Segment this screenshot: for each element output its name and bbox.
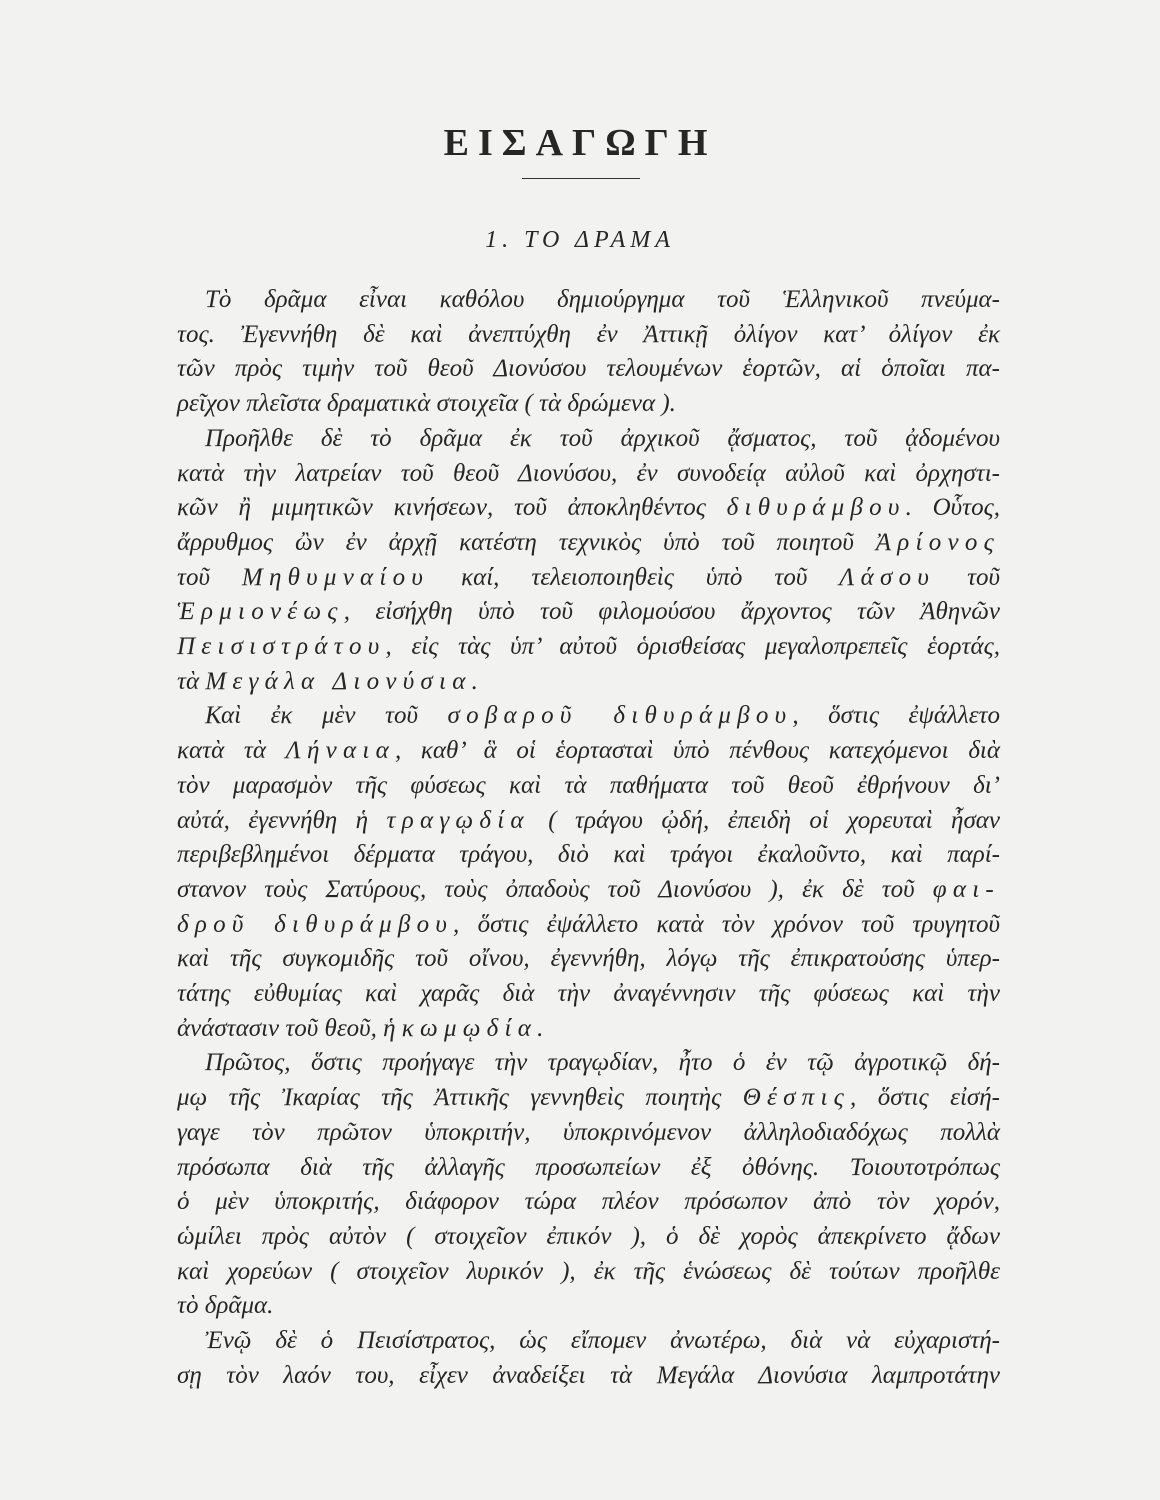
text-line	[177, 942, 1000, 977]
spaced-word: Μεγάλα Διονύσια	[205, 667, 472, 695]
text-run: πρόσωπα διὰ τῆς ἀλλαγῆς προσωπείων ἐξ ὀθόνης. Τοιουτοτρόπως	[177, 1153, 1000, 1181]
chapter-title: ΕΙΣΑΓΩΓΗ	[443, 122, 717, 164]
text-line	[177, 734, 1000, 769]
spaced-word: σοβαροῦ διθυράμβου	[447, 702, 793, 730]
spaced-word: Θέσπις	[742, 1084, 851, 1112]
text-run: τὸν μαρασμὸν τῆς φύσεως καὶ τὰ παθήματα τοῦ θεοῦ ἐθρήνουν δι’	[177, 771, 1000, 799]
text-run: τὰ	[177, 667, 206, 695]
text-run: καί, τελειοποιηθεὶς ὑπὸ τοῦ	[429, 563, 840, 591]
text-run: περιβεβλημένοι δέρματα τράγου, διὸ καὶ τράγοι ἐκαλοῦντο, καὶ παρί-	[177, 841, 1000, 869]
text-line	[177, 838, 1000, 873]
text-line	[177, 1081, 1000, 1116]
text-run: τοῦ	[935, 563, 1000, 591]
text-run: , ὅστις ἐψάλλετο	[792, 702, 1000, 730]
title-rule	[522, 178, 640, 179]
text-run: τος. Ἐγεννήθη δὲ καὶ ἀνεπτύχθη ἐν Ἀττικῇ ὀλίγον κατ’ ὀλίγον ἐκ	[177, 320, 1000, 348]
text-run: , καθ’ ἃ οἱ ἑορτασταὶ ὑπὸ πένθους κατεχόμενοι διὰ	[394, 737, 1001, 765]
text-run: , ὅστις εἰσή-	[850, 1084, 1000, 1112]
text-line	[177, 1289, 1000, 1324]
spaced-word: τραγῳδία	[386, 806, 530, 834]
spaced-word: Μηθυμναίου	[241, 563, 430, 591]
text-run: ( τράγου ᾠδή, ἐπειδὴ οἱ χορευταὶ ἦσαν	[529, 806, 1000, 834]
text-line	[177, 526, 1000, 561]
spaced-word: Ἑρμιονέως	[177, 598, 344, 626]
section-heading: 1. ΤΟ ΔΡΑΜΑ	[485, 227, 675, 253]
text-run: τῶν πρὸς τιμὴν τοῦ θεοῦ Διονύσου τελουμένων ἑορτῶν, αἱ ὁποῖαι πα-	[177, 355, 1000, 383]
text-line	[177, 491, 1000, 526]
text-line	[177, 352, 1000, 387]
text-run: τοῦ	[177, 563, 242, 591]
spaced-word: Ἀρίονος	[875, 528, 1000, 556]
text-run: κατὰ τὴν λατρείαν τοῦ θεοῦ Διονύσου, ἐν συνοδείᾳ αὐλοῦ καὶ ὀρχηστι-	[177, 459, 1000, 487]
text-line	[177, 387, 1000, 422]
text-line	[177, 699, 1000, 734]
text-line	[177, 1220, 1000, 1255]
text-run: ἀνάστασιν τοῦ θεοῦ, ἡ	[177, 1014, 402, 1042]
text-line	[177, 769, 1000, 804]
text-line	[177, 1151, 1000, 1186]
text-run: καὶ τῆς συγκομιδῆς τοῦ οἴνου, ἐγεννήθη, λόγῳ τῆς ἐπικρατούσης ὑπερ-	[177, 945, 1000, 973]
spaced-word: Λήναια	[285, 737, 395, 765]
text-run: .	[537, 1014, 544, 1042]
text-run: στανον τοὺς Σατύρους, τοὺς ὀπαδοὺς τοῦ Διονύσου ), ἐκ δὲ τοῦ	[177, 875, 933, 903]
text-line	[177, 977, 1000, 1012]
paragraph	[177, 1324, 1000, 1393]
text-run: ὁ μὲν ὑποκριτής, διάφορον τώρα πλέον πρόσωπον ἀπὸ τὸν χορόν,	[177, 1188, 1000, 1216]
paragraph	[177, 283, 1000, 422]
text-line	[177, 630, 1000, 665]
spaced-word: φαι-	[932, 875, 1000, 903]
text-line	[177, 665, 1000, 700]
paragraph	[177, 1046, 1000, 1324]
spaced-word: Πεισιστράτου	[177, 633, 386, 661]
text-run: , ὅστις ἐψάλλετο κατὰ τὸν χρόνον τοῦ τρυγητοῦ	[453, 910, 1000, 938]
text-line	[177, 561, 1000, 596]
text-run: Τὸ δρᾶμα εἶναι καθόλου δημιούργημα τοῦ Ἑλληνικοῦ πνεύμα-	[205, 286, 1000, 313]
spaced-word: δροῦ διθυράμβου	[177, 910, 454, 938]
text-line	[177, 1185, 1000, 1220]
spaced-word: κωμῳδία	[401, 1014, 538, 1042]
text-line	[177, 283, 1000, 318]
text-run: , εἰς τὰς ὑπ’ αὐτοῦ ὁρισθείσας μεγαλοπρεπεῖς ἑορτάς,	[385, 633, 1000, 661]
text-run: αὐτά, ἐγεννήθη ἡ	[177, 806, 387, 834]
text-line	[177, 1359, 1000, 1394]
text-run: ἄρρυθμος ὢν ἐν ἀρχῇ κατέστη τεχνικὸς ὑπὸ τοῦ ποιητοῦ	[177, 528, 876, 556]
paragraph	[177, 422, 1000, 700]
text-run: καὶ χορεύων ( στοιχεῖον λυρικόν ), ἐκ τῆς ἑνώσεως δὲ τούτων προῆλθε	[177, 1257, 1000, 1285]
body-text	[177, 283, 1000, 1394]
text-line	[177, 1012, 1000, 1047]
text-line	[177, 1255, 1000, 1290]
text-line	[177, 318, 1000, 353]
text-line	[177, 1046, 1000, 1081]
text-run: κατὰ τὰ	[177, 737, 286, 765]
text-line	[177, 1324, 1000, 1359]
text-run: μῳ τῆς Ἰκαρίας τῆς Ἀττικῆς γεννηθεὶς ποιητὴς	[177, 1084, 743, 1112]
text-run: τὸ δρᾶμα.	[177, 1292, 274, 1320]
text-run: κῶν ἢ μιμητικῶν κινήσεων, τοῦ ἀποκληθέντος	[177, 494, 727, 522]
paragraph	[177, 699, 1000, 1046]
text-run: σῃ τὸν λαόν του, εἶχεν ἀναδείξει τὰ Μεγάλα Διονύσια λαμπροτάτην	[177, 1361, 1000, 1389]
text-run: τάτης εὐθυμίας καὶ χαρᾶς διὰ τὴν ἀναγέννησιν τῆς φύσεως καὶ τὴν	[177, 980, 1000, 1008]
text-line	[177, 595, 1000, 630]
spaced-word: διθυράμβου	[726, 494, 906, 522]
text-run: Πρῶτος, ὅστις προήγαγε τὴν τραγῳδίαν, ἦτο ὁ ἐν τῷ ἀγροτικῷ δή-	[205, 1049, 1000, 1077]
text-run: Ἐνῷ δὲ ὁ Πεισίστρατος, ὡς εἴπομεν ἀνωτέρω, διὰ νὰ εὐχαριστή-	[205, 1327, 1000, 1355]
text-line	[177, 804, 1000, 839]
spaced-word: Λάσου	[839, 563, 936, 591]
text-run: γαγε τὸν πρῶτον ὑποκριτήν, ὑποκρινόμενον ἀλληλοδιαδόχως πολλὰ	[177, 1118, 1000, 1146]
text-run: , εἰσήχθη ὑπὸ τοῦ φιλομούσου ἄρχοντος τῶν Ἀθηνῶν	[343, 598, 1000, 626]
text-line	[177, 873, 1000, 908]
text-run: .	[471, 667, 478, 695]
text-run: ὡμίλει πρὸς αὐτὸν ( στοιχεῖον ἐπικόν ), ὁ δὲ χορὸς ἀπεκρίνετο ᾄδων	[177, 1222, 1000, 1250]
text-line	[177, 1116, 1000, 1151]
text-run: Καὶ ἐκ μὲν τοῦ	[205, 702, 448, 730]
text-run: Προῆλθε δὲ τὸ δρᾶμα ἐκ τοῦ ἀρχικοῦ ᾄσματος, τοῦ ᾀδομένου	[205, 424, 1000, 452]
text-line	[177, 422, 1000, 457]
text-line	[177, 908, 1000, 943]
text-run: ρεῖχον πλεῖστα δραματικὰ στοιχεῖα ( τὰ δρώμενα ).	[177, 390, 676, 418]
text-run: . Οὗτος,	[905, 494, 1000, 522]
text-line	[177, 457, 1000, 492]
